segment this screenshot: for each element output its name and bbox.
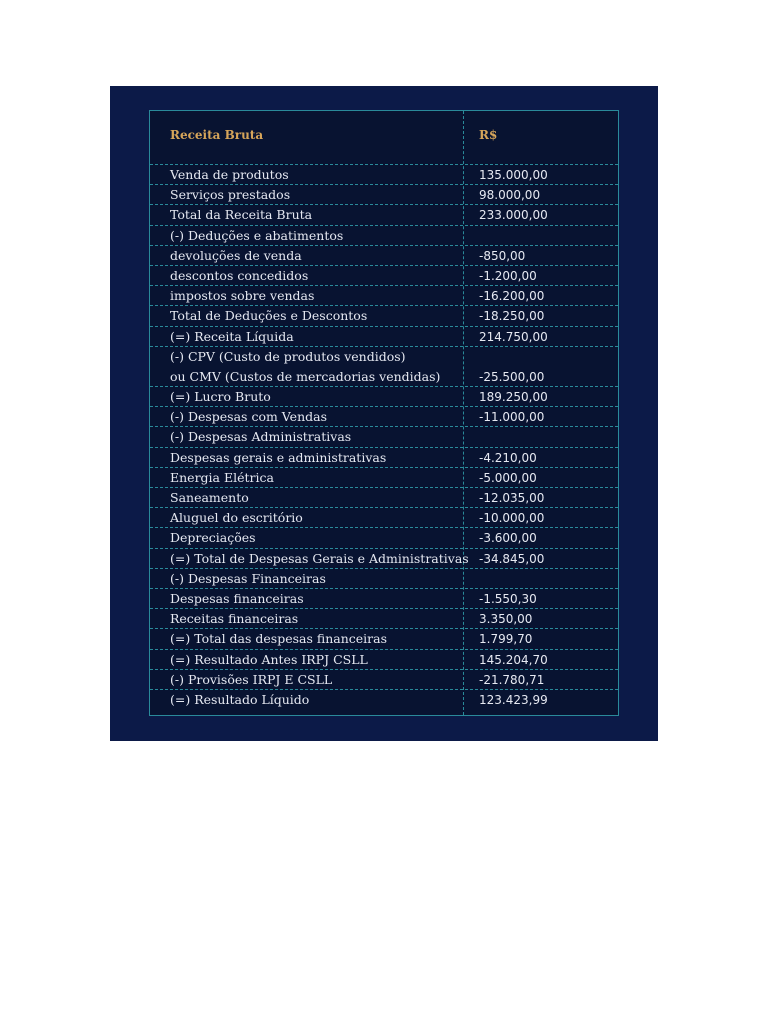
table-row bbox=[150, 528, 618, 548]
row-label: Saneamento bbox=[170, 490, 249, 506]
table-row bbox=[150, 508, 618, 528]
table-row bbox=[150, 165, 618, 185]
table-row bbox=[150, 670, 618, 690]
row-label: Total da Receita Bruta bbox=[170, 207, 313, 223]
row-label-line: ou CMV (Custos de mercadorias vendidas) bbox=[170, 368, 441, 384]
row-value: 189.250,00 bbox=[479, 390, 548, 405]
table-row bbox=[150, 569, 618, 589]
row-value: -1.550,30 bbox=[479, 591, 537, 606]
row-label: (=) Resultado Líquido bbox=[170, 691, 310, 707]
row-value: -11.000,00 bbox=[479, 410, 545, 425]
table-row bbox=[150, 609, 618, 629]
header-currency: R$ bbox=[479, 128, 498, 142]
row-value: -34.845,00 bbox=[479, 551, 545, 566]
row-label: Serviços prestados bbox=[170, 187, 291, 203]
table-row bbox=[150, 185, 618, 205]
row-value: 123.423,99 bbox=[479, 692, 548, 707]
row-value: -5.000,00 bbox=[479, 470, 537, 485]
table-row bbox=[150, 650, 618, 670]
row-value: 135.000,00 bbox=[479, 168, 548, 182]
row-label: (=) Receita Líquida bbox=[170, 328, 294, 344]
row-label: descontos concedidos bbox=[170, 267, 309, 283]
row-value: 145.204,70 bbox=[479, 652, 548, 667]
row-label: Receitas financeiras bbox=[170, 611, 299, 627]
row-label: Despesas financeiras bbox=[170, 590, 304, 606]
header-label: Receita Bruta bbox=[170, 128, 264, 142]
row-label: (-) Despesas Administrativas bbox=[170, 429, 352, 445]
table-row bbox=[150, 427, 618, 447]
table-row bbox=[150, 468, 618, 488]
row-value: -4.210,00 bbox=[479, 450, 537, 465]
row-label: Total de Deduções e Descontos bbox=[170, 308, 368, 324]
row-value: -1.200,00 bbox=[479, 268, 537, 283]
row-label: (=) Resultado Antes IRPJ CSLL bbox=[170, 651, 368, 667]
row-value: -850,00 bbox=[479, 248, 526, 263]
table-row bbox=[150, 488, 618, 508]
table-row bbox=[150, 327, 618, 347]
table-row bbox=[150, 387, 618, 407]
row-value: -16.200,00 bbox=[479, 289, 545, 304]
table-row bbox=[150, 266, 618, 286]
table-row bbox=[150, 246, 618, 266]
row-label: (=) Total de Despesas Gerais e Administrativas bbox=[170, 550, 469, 566]
row-value: 1.799,70 bbox=[479, 632, 533, 647]
row-label-line: (-) CPV (Custo de produtos vendidos) bbox=[170, 348, 406, 364]
row-label: devoluções de venda bbox=[170, 247, 302, 263]
table-row bbox=[150, 205, 618, 225]
table-row bbox=[150, 448, 618, 468]
row-label: Venda de produtos bbox=[170, 167, 289, 182]
table-row bbox=[150, 629, 618, 649]
row-label bbox=[170, 347, 440, 387]
row-value: -12.035,00 bbox=[479, 491, 545, 506]
row-label: (=) Total das despesas financeiras bbox=[170, 631, 387, 647]
row-value: -10.000,00 bbox=[479, 511, 545, 526]
row-value: -3.600,00 bbox=[479, 531, 537, 546]
table-row bbox=[150, 589, 618, 609]
table-row bbox=[150, 286, 618, 306]
income-statement-table bbox=[149, 110, 619, 716]
table-row bbox=[150, 549, 618, 569]
row-label: (-) Provisões IRPJ E CSLL bbox=[170, 671, 333, 687]
row-value: 3.350,00 bbox=[479, 612, 533, 627]
row-label: Depreciações bbox=[170, 530, 256, 546]
table-header bbox=[150, 111, 618, 165]
table-row bbox=[150, 306, 618, 326]
row-label: (-) Deduções e abatimentos bbox=[170, 227, 344, 243]
table-body bbox=[150, 165, 618, 710]
row-label: Despesas gerais e administrativas bbox=[170, 449, 387, 465]
row-label: (-) Despesas Financeiras bbox=[170, 570, 326, 586]
row-label: Aluguel do escritório bbox=[170, 510, 303, 526]
row-label: (-) Despesas com Vendas bbox=[170, 409, 327, 425]
table-row bbox=[150, 407, 618, 427]
row-value: 98.000,00 bbox=[479, 188, 541, 203]
dre-panel bbox=[110, 86, 658, 741]
row-value: 233.000,00 bbox=[479, 208, 548, 223]
row-value: -21.780,71 bbox=[479, 672, 545, 687]
row-value: -25.500,00 bbox=[479, 369, 545, 384]
table-row bbox=[150, 347, 618, 387]
row-label: Energia Elétrica bbox=[170, 469, 274, 485]
table-row bbox=[150, 226, 618, 246]
row-label: (=) Lucro Bruto bbox=[170, 389, 271, 405]
row-value: -18.250,00 bbox=[479, 309, 545, 324]
row-label: impostos sobre vendas bbox=[170, 288, 315, 304]
table-row bbox=[150, 690, 618, 710]
row-value: 214.750,00 bbox=[479, 329, 548, 344]
